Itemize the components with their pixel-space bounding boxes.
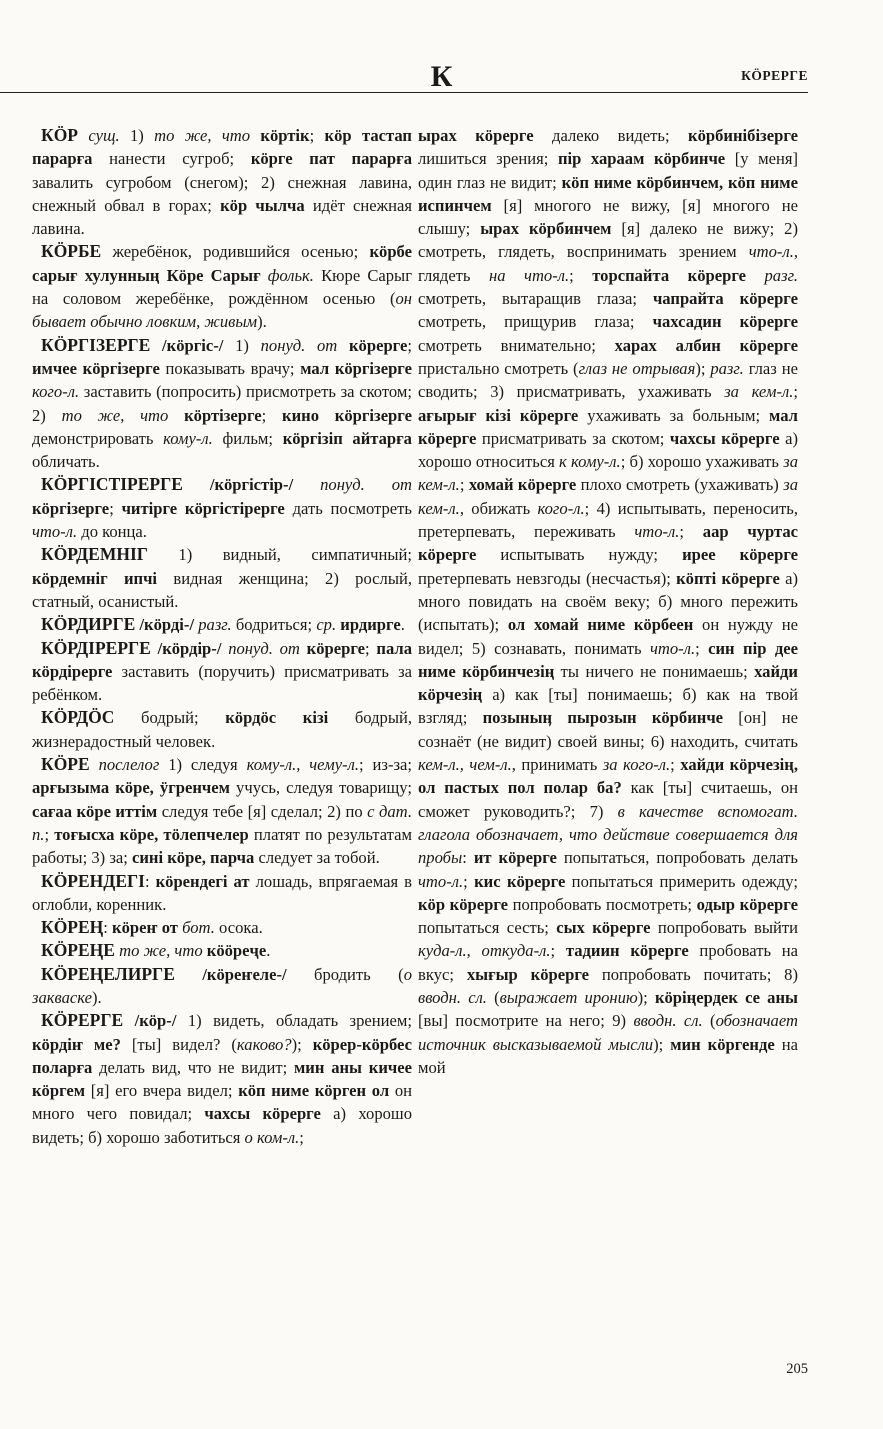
dictionary-entry	[32, 706, 412, 753]
example-phrase: кӧпті кӧрерге	[676, 568, 780, 588]
grammar-note: обозначает источник высказываемой мысли	[418, 1011, 798, 1054]
definition-text: бодрый;	[114, 708, 226, 728]
definition-text: бродить (	[286, 964, 404, 984]
definition-text: а) хорошо видеть; б) хорошо заботиться	[32, 1104, 412, 1147]
grammar-note: за кого-л.	[602, 755, 671, 775]
example-phrase: кӧрендегі ат	[155, 871, 250, 891]
definition-text: .	[400, 615, 405, 635]
definition-text: ;	[299, 1127, 304, 1147]
dictionary-entry	[32, 613, 412, 636]
grammar-note: за кем-л.	[724, 382, 794, 402]
definition-text	[78, 126, 88, 145]
definition-text: ;	[261, 405, 283, 425]
definition-text: );	[653, 1034, 671, 1054]
grammar-note: то же, что	[61, 405, 169, 425]
example-phrase: одыр кӧрерге	[696, 894, 798, 914]
example-phrase: чахсадин кӧрерге	[652, 312, 798, 332]
example-phrase: кӧрдӧс кізі	[225, 708, 329, 728]
definition-text	[150, 336, 162, 355]
definition-text: заставить (попросить) присмотреть за скотом; 2)	[32, 382, 412, 425]
definition-text: :	[144, 871, 156, 891]
definition-text: ухаживать за больным;	[578, 405, 770, 425]
example-phrase: сині кӧре, парча	[132, 848, 255, 868]
definition-text: нанести сугроб;	[92, 149, 251, 169]
definition-text: .	[266, 941, 271, 961]
definition-text: , обижать	[459, 498, 538, 518]
definition-text: попробовать посмотреть;	[508, 894, 697, 914]
definition-text: осока.	[214, 918, 263, 938]
definition-text: [ты] видел? (	[120, 1034, 237, 1054]
example-phrase: ит кӧрерге	[473, 848, 557, 868]
definition-text: смотреть внимательно;	[418, 335, 615, 355]
example-phrase: чапрайта кӧрерге	[652, 289, 798, 309]
definition-text	[123, 1011, 134, 1030]
grammar-note: за кем-л.	[418, 452, 798, 495]
definition-text: 1)	[223, 335, 261, 355]
definition-text: [вы] посмотрите на него; 9)	[418, 1011, 634, 1031]
definition-text: видная женщина; 2) рослый, статный, осанистый.	[32, 568, 412, 611]
example-phrase: тоғысха кӧре, тӧлепчелер	[54, 824, 249, 844]
definition-text: обличать.	[32, 452, 100, 472]
definition-text: [он] не сознаёт (не видит) своей вины; 6) находить, считать	[418, 708, 799, 751]
definition-text: завалить сугробом (снегом); 2) снежная лавина, снежный обвал в горах;	[32, 172, 412, 215]
example-phrase: кӧрбинібізерге	[688, 126, 798, 145]
definition-text: );	[695, 358, 711, 378]
definition-text: делать вид, что не видит;	[92, 1057, 294, 1077]
definition-text: он много чего повидал;	[32, 1081, 412, 1124]
definition-text	[337, 336, 349, 355]
example-phrase: читірге кӧргістірерге	[121, 498, 285, 518]
example-phrase: кӧріңердек се аны	[654, 987, 798, 1007]
definition-text: пристально смотреть (	[418, 358, 579, 378]
definition-text: ;	[695, 638, 709, 658]
definition-text: а) много повидать на своём веку; б) много пережить (испытать);	[418, 568, 798, 635]
grammar-note: вводн. сл.	[418, 987, 487, 1007]
definition-text: ).	[92, 987, 102, 1007]
definition-text: пробовать на вкус;	[418, 941, 798, 984]
example-phrase: кӧргізіп айтарға	[282, 428, 412, 448]
definition-text: 1) видный, симпатичный;	[147, 545, 412, 565]
dictionary-entry	[32, 124, 412, 240]
definition-text: , принимать	[511, 755, 603, 775]
definition-text: лишиться зрения;	[418, 149, 558, 169]
grammar-note: понуд. от	[228, 638, 300, 658]
headword: КӦРГІСТІРЕРГЕ	[41, 474, 183, 495]
definition-text	[746, 266, 765, 285]
example-phrase: ирдирге	[340, 615, 401, 635]
grammar-note: сущ.	[88, 126, 120, 145]
definition-text	[151, 639, 158, 658]
dictionary-entry	[32, 870, 412, 917]
headword: КӦР	[41, 125, 78, 145]
headword: КӦРЕНДЕГІ	[41, 870, 145, 891]
definition-text: ;	[365, 638, 377, 658]
definition-text: :	[462, 848, 474, 868]
grammar-note: понуд. от	[260, 335, 338, 355]
example-phrase: /кӧрдір-/	[157, 638, 222, 658]
grammar-note: разг.	[764, 265, 798, 285]
definition-text: далеко видеть;	[533, 126, 689, 145]
example-phrase: чахсы кӧрерге	[669, 428, 780, 448]
example-phrase: чахсы кӧрерге	[204, 1104, 321, 1124]
example-phrase: /кӧреҥеле-/	[202, 964, 287, 984]
grammar-note: понуд. от	[320, 475, 412, 495]
example-phrase: /кӧргістір-/	[209, 475, 294, 495]
example-phrase: кӧрдіҥ ме?	[32, 1034, 121, 1054]
headword: КӦРЕ	[41, 754, 90, 775]
example-phrase: мал кӧргізерге	[300, 358, 412, 378]
definition-text: плохо смотреть (ухаживать)	[576, 475, 784, 495]
dictionary-entry	[32, 1009, 412, 1149]
grammar-note: то же, что	[119, 941, 203, 961]
grammar-note: то же, что	[154, 126, 251, 145]
example-phrase: аар чуртас кӧрерге	[418, 522, 798, 565]
example-phrase: кӧрерге	[349, 335, 408, 355]
example-phrase: син пір дее ниме кӧрбинчезің	[418, 638, 798, 681]
example-phrase: торспайта кӧрерге	[592, 265, 746, 285]
definition-text: следуя тебе [я] сделал; 2) по	[157, 801, 368, 821]
definition-text	[183, 475, 210, 494]
definition-text: до конца.	[77, 522, 147, 542]
example-phrase: кӧртізерге	[184, 405, 262, 425]
grammar-note: в качестве вспомогат. глагола обозначает, что действие совершается для пробы	[418, 801, 798, 868]
example-phrase: кис кӧрерге	[474, 871, 566, 891]
definition-text: 1) следуя	[159, 755, 247, 775]
definition-text: претерпевать невзгоды (несчастья);	[418, 568, 677, 588]
example-phrase: кӧргізерге	[32, 498, 110, 518]
definition-text	[250, 126, 260, 145]
headword: КӦРЕҢЕЛИРГЕ	[41, 963, 175, 984]
dictionary-entry	[32, 939, 412, 962]
definition-text: ;	[309, 126, 325, 145]
grammar-note: кому-л.	[163, 428, 213, 448]
example-phrase: кӧр кӧрерге	[418, 894, 509, 914]
definition-text	[300, 639, 307, 658]
header-rule	[0, 92, 808, 93]
definition-text: попытаться, попробовать делать	[556, 848, 798, 868]
grammar-note: кого-л.	[537, 498, 585, 518]
definition-text: бодриться;	[231, 615, 317, 635]
example-phrase: позыныӊ пырозын кӧрбинче	[482, 708, 724, 728]
dictionary-entry	[32, 753, 412, 869]
example-phrase: арғызыма кӧре, ӱгренчем	[32, 778, 230, 798]
example-phrase: кӧп ниме кӧрген ол	[238, 1081, 390, 1101]
example-phrase: кӧӧреҷе	[206, 941, 267, 961]
definition-text: );	[637, 987, 655, 1007]
grammar-note: разг.	[198, 615, 232, 635]
definition-text: глаз не сводить; 3) присматривать, ухаживать	[418, 358, 798, 402]
grammar-note: кому-л., чему-л.	[246, 755, 360, 775]
grammar-note: что-л.	[634, 522, 680, 542]
headword: КӦРЕРГЕ	[41, 1010, 124, 1031]
headword: КӦРДӦС	[41, 707, 115, 728]
grammar-note: что-л.	[418, 871, 464, 891]
definition-text	[293, 475, 320, 494]
page-letter: К	[430, 60, 453, 93]
definition-text: а) как [ты] понимаешь; б) как на твой взгляд;	[418, 685, 798, 728]
example-phrase: кӧрге пат парарға	[250, 149, 412, 169]
grammar-note: кем-л., чем-л.	[418, 755, 512, 775]
definition-text	[90, 755, 99, 774]
definition-text: );	[291, 1034, 313, 1054]
definition-text: ).	[257, 312, 267, 332]
definition-text: (	[702, 1011, 716, 1031]
grammar-note: послелог	[98, 755, 160, 775]
grammar-note: что-л.	[32, 522, 78, 542]
definition-text: следует за тобой.	[254, 848, 380, 868]
dictionary-entry	[32, 240, 412, 333]
example-phrase: /кӧр-/	[134, 1011, 177, 1031]
definition-text: как [ты] считаешь, он сможет руководить?; 7)	[418, 778, 798, 821]
grammar-note: бот.	[182, 918, 215, 938]
definition-text: 1)	[119, 126, 155, 145]
grammar-note: он бывает обычно ловким, живым	[32, 289, 412, 332]
definition-text: дать посмотреть	[284, 498, 412, 518]
dictionary-entry	[32, 637, 412, 707]
definition-text: а) хорошо относиться	[418, 428, 799, 472]
grammar-note: за кем-л.	[418, 475, 798, 518]
definition-text: ;	[679, 522, 703, 542]
example-phrase: кӧп ниме кӧрбинчем, кӧп ниме испинчем	[418, 172, 798, 215]
example-phrase: хығыр кӧрерге	[466, 964, 590, 984]
example-phrase: кӧрер-кӧрбес поларға	[32, 1034, 412, 1077]
definition-text: [я] далеко не вижу; 2) смотреть, глядеть, воспринимать зрением	[418, 219, 798, 262]
grammar-note: с дат. п.	[32, 801, 412, 844]
definition-text: , глядеть	[418, 242, 798, 285]
headword: КӦРДЕМНІГ	[41, 544, 148, 565]
definition-text: попробовать почитать; 8)	[589, 964, 798, 984]
definition-text	[168, 406, 184, 425]
definition-text: присматривать за скотом;	[476, 428, 670, 448]
example-phrase: харах албин кӧрерге	[614, 335, 798, 355]
definition-text: показывать врачу;	[159, 358, 301, 378]
headword: КӦРГІЗЕРГЕ	[41, 334, 151, 355]
definition-text: на мой	[418, 1034, 798, 1077]
example-phrase: ол хомай ниме кӧрбеен	[507, 615, 694, 635]
example-phrase: мин кӧргенде	[670, 1034, 775, 1054]
grammar-note: фольк.	[267, 265, 314, 285]
definition-text: ;	[109, 498, 122, 518]
definition-text: [я] многого не вижу, [я] многого не слышу;	[418, 195, 798, 239]
grammar-note: разг.	[710, 358, 744, 378]
definition-text	[261, 266, 268, 285]
definition-text: он нужду не видел; 5) сознавать, понимать	[418, 615, 799, 658]
grammar-note: к кому-л.	[559, 452, 621, 472]
dictionary-entry	[32, 963, 412, 1010]
example-phrase: хомай кӧрерге	[468, 475, 577, 495]
grammar-note: ср.	[316, 615, 337, 635]
grammar-note: куда-л., откуда-л.	[418, 941, 551, 961]
grammar-note: каково?	[236, 1034, 292, 1054]
example-phrase: пір хараам кӧрбинче	[557, 149, 726, 169]
example-phrase: ағырығ кізі кӧрерге	[418, 405, 579, 425]
definition-text: бодрый, жизнерадостный человек.	[32, 708, 412, 751]
example-phrase: /кӧрді-/	[139, 615, 195, 635]
left-column	[32, 124, 412, 1149]
definition-text: [я] его вчера видел;	[85, 1081, 239, 1101]
right-column	[418, 124, 798, 1079]
example-phrase: кӧреҥ от	[112, 918, 178, 938]
definition-text: учусь, следуя товарищу;	[229, 778, 412, 798]
definition-text: ;	[463, 871, 475, 891]
dictionary-entry	[32, 543, 412, 613]
definition-text: попытаться сесть;	[418, 918, 557, 938]
definition-text: ; б) хорошо ухаживать	[620, 452, 784, 472]
example-phrase: кӧрдемніг ипчі	[32, 568, 158, 588]
headword: КӦРДИРГЕ	[41, 614, 136, 635]
example-phrase: мал кӧрерге	[418, 405, 798, 448]
definition-text	[175, 965, 202, 984]
definition-text: Кюре Сарыг на соловом жеребёнке, рождённом осенью (	[32, 265, 413, 309]
definition-text: смотреть, прищурив глаза;	[418, 312, 653, 332]
example-phrase: пала кӧрдірерге	[32, 638, 413, 681]
example-phrase: имчее кӧргізерге	[32, 358, 160, 378]
example-phrase: кино кӧргізерге	[282, 405, 412, 425]
grammar-note: глаз не отрывая	[578, 358, 696, 378]
example-phrase: ирее кӧрерге	[682, 545, 799, 565]
definition-text: фильм;	[212, 428, 283, 448]
example-phrase: кӧрерге	[306, 638, 366, 658]
example-phrase: сых кӧрерге	[556, 918, 651, 938]
grammar-note: о закваске	[32, 964, 412, 1007]
definition-text: [у меня] один глаз не видит;	[418, 149, 798, 192]
headword: КӦРБЕ	[41, 241, 102, 262]
dictionary-entry	[32, 334, 412, 474]
definition-text: платят по результатам работы; 3) за;	[32, 824, 412, 868]
example-phrase: ырах кӧрерге	[418, 126, 534, 145]
page-number: 205	[786, 1361, 808, 1377]
definition-text: смотреть, вытаращив глаза;	[418, 289, 653, 309]
grammar-note: выражает иронию	[499, 987, 638, 1007]
example-phrase: кӧртік	[260, 126, 310, 145]
example-phrase: кӧр чылча	[220, 195, 305, 215]
definition-text: ты ничего не понимаешь;	[554, 661, 755, 681]
definition-text: демонстрировать	[32, 428, 164, 448]
definition-text: ;	[407, 335, 412, 355]
definition-text: ;	[44, 824, 55, 844]
headword: КӦРЕҢЕ	[41, 940, 115, 961]
headword: КӦРЕҢ	[41, 917, 104, 938]
running-head: КӦРЕРГЕ	[741, 68, 808, 83]
definition-text: ;	[793, 382, 798, 402]
definition-text: ; 4) испытывать, переносить, претерпевать, переживать	[418, 498, 798, 542]
example-phrase: мин аны кичее кӧргем	[32, 1057, 412, 1101]
headword: КӦРДІРЕРГЕ	[41, 637, 151, 658]
example-phrase: /кӧргіс-/	[162, 335, 224, 355]
example-phrase: ырах кӧрбинчем	[480, 219, 612, 239]
definition-text: жеребёнок, родившийся осенью;	[101, 242, 370, 262]
example-phrase: кӧрбе сарығ хулунның Кӧре Сарығ	[32, 242, 412, 285]
definition-text: заставить (поручить) присматривать за ребёнком.	[32, 661, 412, 705]
definition-text: попробовать выйти	[650, 918, 798, 938]
definition-text: испытывать нужду;	[476, 545, 683, 565]
example-phrase: сағаа кӧре иттім	[32, 801, 158, 821]
grammar-note: что-л.	[748, 242, 794, 262]
example-phrase: кӧр тастап парарға	[32, 126, 412, 169]
dictionary-entry-continued	[418, 124, 798, 1079]
example-phrase: тадиин кӧрерге	[565, 941, 689, 961]
definition-text: 1) видеть, обладать зрением;	[176, 1011, 413, 1031]
definition-text: ;	[550, 941, 566, 961]
definition-text: лошадь, впрягаемая в оглобли, коренник.	[32, 871, 412, 914]
example-phrase: хайди кӧрчезің	[418, 661, 798, 705]
definition-text: попытаться примерить одежду;	[565, 871, 798, 891]
definition-text: ;	[670, 755, 681, 775]
definition-text: ;	[459, 475, 469, 495]
dictionary-entry	[32, 916, 412, 939]
grammar-note: вводн. сл.	[633, 1011, 703, 1031]
grammar-note: на что-л.	[489, 265, 570, 285]
definition-text: ; из-за;	[359, 755, 412, 775]
grammar-note: что-л.	[649, 638, 696, 658]
definition-text: идёт снежная лавина.	[32, 195, 413, 239]
definition-text: :	[103, 918, 113, 938]
dictionary-entry	[32, 473, 412, 543]
example-phrase: хайди кӧрчезің, ол пастых пол полар ба?	[418, 755, 798, 798]
definition-text: (	[486, 987, 500, 1007]
definition-text: ;	[569, 265, 593, 285]
grammar-note: о ком-л.	[244, 1127, 300, 1147]
grammar-note: кого-л.	[32, 382, 80, 402]
